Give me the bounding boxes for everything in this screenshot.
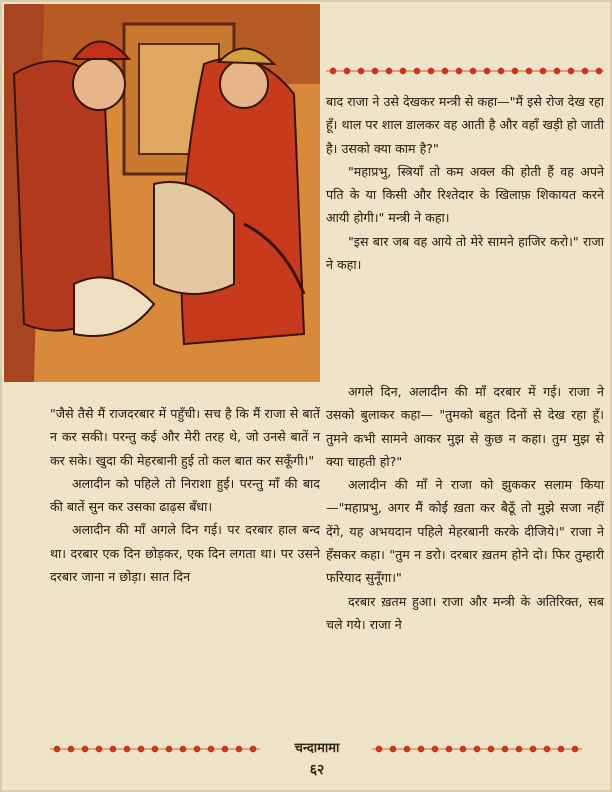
top-ornament-border — [326, 64, 604, 78]
paragraph: अगले दिन, अलादीन की माँ दरबार में गई। राजा ने उसको बुलाकर कहा— "तुमको बहुत दिनों से देख रहा हूँ। तुमने कभी सामने आकर मुझ से कुछ न कहा। तुम मुझ से क्या चाहती हो?" — [326, 384, 604, 469]
bottom-left-ornament — [50, 742, 260, 756]
paragraph: "जैसे तैसे मैं राजदरबार में पहुँची। सच है कि मैं राजा से बातें न कर सकी। परन्तु कई और मेरी तरह थे, जो उनसे बातें न कर सके। खुदा की मेहरबानी हुई तो कल बात कर सकूँगी।" — [50, 406, 320, 468]
page-number: ६२ — [309, 762, 325, 778]
paragraph: दरबार ख़तम हुआ। राजा और मन्त्री के अतिरिक्त, सब चले गये। राजा ने — [326, 593, 604, 632]
story-illustration — [4, 4, 320, 382]
paragraph: "इस बार जब वह आये तो मेरे सामने हाजिर करो।" राजा ने कहा। — [326, 233, 604, 273]
left-column — [50, 402, 320, 588]
paragraph: बाद राजा ने उसे देखकर मन्त्री से कहा—"मैं इसे रोज देख रहा हूँ। थाल पर शाल डालकर वह आती है और वहाँ खड़ी हो जाती है। उसको क्या काम है?" — [326, 94, 604, 156]
right-column-top — [326, 90, 604, 276]
paragraph: अलादीन की माँ ने राजा को झुककर सलाम किया—"महाप्रभु, अगर मैं कोई ख़ता कर बैठूँ तो मुझे सजा नहीं देंगे, यह अभयदान पहिले मेहरबानी करके दीजिये।" राजा ने हँसकर कहा। "तुम न डरो। दरबार ख़तम होने दो। फिर तुम्हारी फरियाद सुनूँगा।" — [326, 477, 604, 586]
paragraph: अलादीन की माँ अगले दिन गई। पर दरबार हाल बन्द था। दरबार एक दिन छोड़कर, एक दिन लगता था। पर उसने दरबार जाना न छोड़ा। सात दिन — [50, 522, 320, 585]
bottom-right-ornament — [372, 742, 582, 756]
paragraph: अलादीन को पहिले तो निराशा हुई। परन्तु माँ की बाद की बातें सुन कर उसका ढाढ़स बँधा। — [50, 475, 320, 515]
magazine-title: चन्दामामा — [294, 741, 340, 756]
paragraph: "महाप्रभु, स्त्रियाँ तो कम अक्ल की होती हैं वह अपने पति के या किसी और रिश्तेदार के खिलाफ़ शिकायत करने आयी होगी।" मन्त्री ने कहा। — [326, 163, 604, 226]
court-scene-image — [4, 4, 320, 382]
right-column-bottom — [326, 380, 604, 636]
